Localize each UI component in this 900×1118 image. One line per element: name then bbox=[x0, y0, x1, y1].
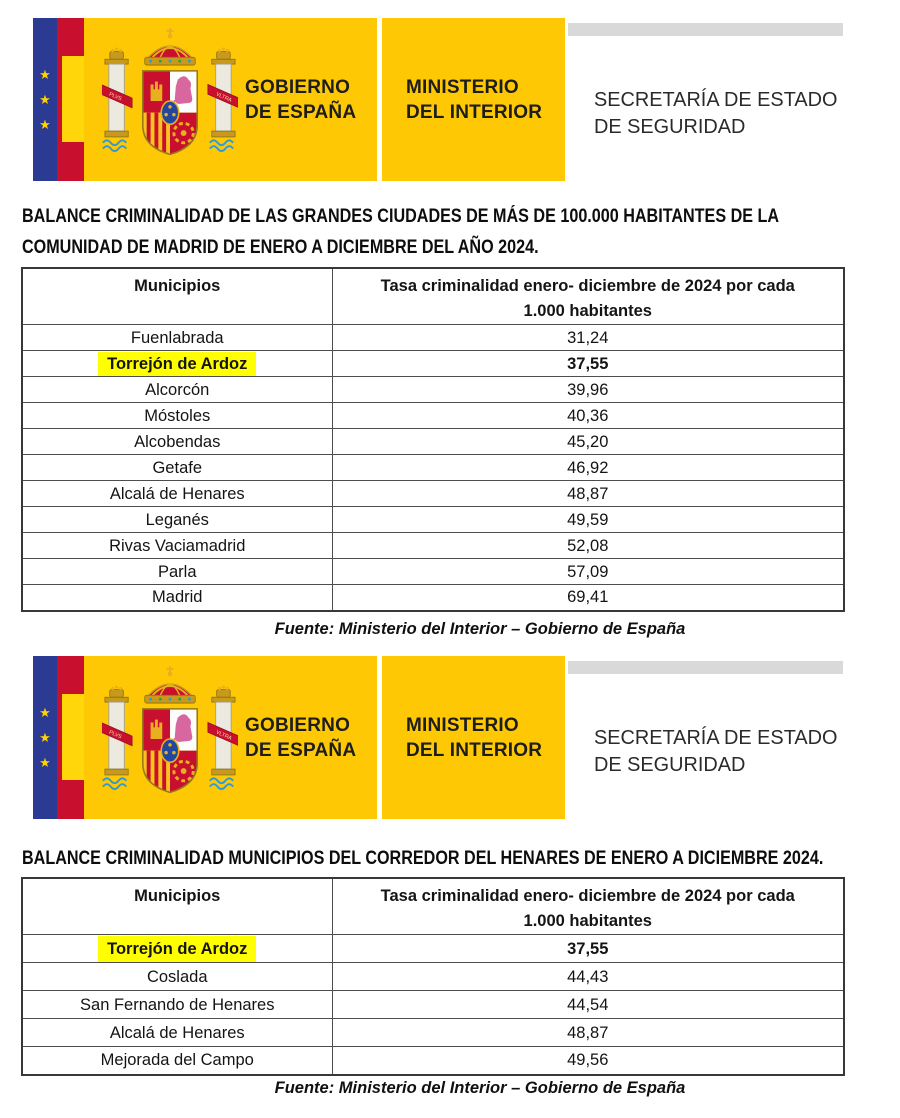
table-row bbox=[22, 559, 844, 585]
ministry-label bbox=[406, 75, 542, 125]
municipio-cell: Mejorada del Campo bbox=[22, 1047, 332, 1075]
table-header-tasa-line1: Tasa criminalidad enero- diciembre de 2024 por cada bbox=[380, 887, 795, 905]
municipio-cell: Coslada bbox=[22, 963, 332, 991]
tasa-cell: 31,24 bbox=[332, 325, 844, 351]
source-line: Fuente: Ministerio del Interior – Gobierno de España bbox=[274, 1079, 686, 1097]
table-row bbox=[22, 377, 844, 403]
tasa-cell: 37,55 bbox=[332, 351, 844, 377]
municipio-cell: Parla bbox=[22, 559, 332, 585]
table-header-tasa-line2: 1.000 habitantes bbox=[523, 302, 652, 320]
crime-table-henares bbox=[21, 877, 845, 1076]
tasa-cell: 37,55 bbox=[332, 935, 844, 963]
tasa-cell: 57,09 bbox=[332, 559, 844, 585]
municipio-cell: Rivas Vaciamadrid bbox=[22, 533, 332, 559]
government-label-line1: GOBIERNO bbox=[245, 715, 351, 736]
secretariat-label-line2: DE SEGURIDAD bbox=[594, 115, 746, 138]
ministry-label-line2: DEL INTERIOR bbox=[406, 740, 543, 761]
secretariat-label bbox=[594, 724, 837, 778]
gray-bar bbox=[568, 23, 843, 36]
government-label bbox=[245, 713, 356, 763]
municipio-cell: Móstoles bbox=[22, 403, 332, 429]
tasa-cell: 39,96 bbox=[332, 377, 844, 403]
highlighted-municipio: Torrejón de Ardoz bbox=[98, 936, 256, 962]
secretariat-label-line1: SECRETARÍA DE ESTADO bbox=[594, 88, 838, 111]
municipio-cell: Leganés bbox=[22, 507, 332, 533]
table-row bbox=[22, 1047, 844, 1075]
tasa-cell: 48,87 bbox=[332, 1019, 844, 1047]
municipio-cell: San Fernando de Henares bbox=[22, 991, 332, 1019]
municipio-cell: Alcorcón bbox=[22, 377, 332, 403]
municipio-cell: Fuenlabrada bbox=[22, 325, 332, 351]
gov-header bbox=[33, 18, 843, 181]
svg-text:VLTRA: VLTRA bbox=[214, 729, 233, 742]
table-header-tasa-line2: 1.000 habitantes bbox=[523, 912, 652, 930]
tasa-cell: 52,08 bbox=[332, 533, 844, 559]
table-header-municipios: Municipios bbox=[22, 268, 332, 325]
tasa-cell: 69,41 bbox=[332, 585, 844, 611]
government-block bbox=[84, 18, 377, 181]
ministry-block bbox=[382, 18, 565, 181]
tasa-cell: 49,59 bbox=[332, 507, 844, 533]
ministry-label-line2: DEL INTERIOR bbox=[406, 102, 543, 123]
table-row bbox=[22, 935, 844, 963]
doc-title-section1 bbox=[22, 201, 779, 263]
spain-flag-strip bbox=[57, 656, 84, 819]
municipio-cell: Getafe bbox=[22, 455, 332, 481]
eu-star-icon: ★ bbox=[39, 705, 51, 720]
spain-flag-yellow-band bbox=[62, 56, 84, 142]
eu-flag-strip bbox=[33, 656, 57, 819]
table-row bbox=[22, 1019, 844, 1047]
government-label-line2: DE ESPAÑA bbox=[245, 740, 357, 761]
eu-star-icon: ★ bbox=[39, 67, 51, 82]
spain-flag-yellow-band bbox=[62, 694, 84, 780]
doc-title-line1: BALANCE CRIMINALIDAD MUNICIPIOS DEL CORREDOR DEL HENARES DE ENERO A DICIEMBRE 2024. bbox=[22, 848, 824, 869]
table-row bbox=[22, 585, 844, 611]
municipio-cell bbox=[22, 351, 332, 377]
table-row bbox=[22, 507, 844, 533]
government-block bbox=[84, 656, 377, 819]
table-header-municipios: Municipios bbox=[22, 878, 332, 935]
crime-table-madrid bbox=[21, 267, 845, 612]
doc-title-section2 bbox=[22, 843, 823, 874]
gray-bar bbox=[568, 661, 843, 674]
tasa-cell: 44,54 bbox=[332, 991, 844, 1019]
eu-star-icon: ★ bbox=[39, 755, 51, 770]
table-row bbox=[22, 455, 844, 481]
municipio-cell: Alcobendas bbox=[22, 429, 332, 455]
table-header-row bbox=[22, 878, 844, 935]
secretariat-label bbox=[594, 86, 837, 140]
municipio-cell: Alcalá de Henares bbox=[22, 481, 332, 507]
source-line: Fuente: Ministerio del Interior – Gobierno de España bbox=[274, 620, 686, 638]
highlighted-municipio: Torrejón de Ardoz bbox=[98, 352, 256, 376]
secretariat-label-line1: SECRETARÍA DE ESTADO bbox=[594, 726, 838, 749]
ministry-block bbox=[382, 656, 565, 819]
table-header-tasa bbox=[332, 268, 844, 325]
tasa-cell: 46,92 bbox=[332, 455, 844, 481]
spain-flag-strip bbox=[57, 18, 84, 181]
table-row bbox=[22, 429, 844, 455]
gov-header bbox=[33, 656, 843, 819]
svg-text:PLVS: PLVS bbox=[107, 729, 123, 741]
table-row bbox=[22, 325, 844, 351]
ministry-label-line1: MINISTERIO bbox=[406, 77, 519, 98]
doc-title-line1: BALANCE CRIMINALIDAD DE LAS GRANDES CIUDADES DE MÁS DE 100.000 HABITANTES DE LA bbox=[22, 206, 780, 227]
ministry-label-line1: MINISTERIO bbox=[406, 715, 519, 736]
municipio-cell: Madrid bbox=[22, 585, 332, 611]
coat-of-arms-icon bbox=[102, 28, 238, 174]
government-label-line2: DE ESPAÑA bbox=[245, 102, 357, 123]
eu-star-icon: ★ bbox=[39, 117, 51, 132]
eu-star-icon: ★ bbox=[39, 730, 51, 745]
secretariat-block bbox=[565, 18, 843, 181]
tasa-cell: 44,43 bbox=[332, 963, 844, 991]
table-header-tasa bbox=[332, 878, 844, 935]
secretariat-label-line2: DE SEGURIDAD bbox=[594, 753, 746, 776]
table-row bbox=[22, 481, 844, 507]
table-row bbox=[22, 351, 844, 377]
svg-text:VLTRA: VLTRA bbox=[214, 91, 233, 104]
tasa-cell: 40,36 bbox=[332, 403, 844, 429]
secretariat-block bbox=[565, 656, 843, 819]
table-row bbox=[22, 403, 844, 429]
municipio-cell: Alcalá de Henares bbox=[22, 1019, 332, 1047]
tasa-cell: 48,87 bbox=[332, 481, 844, 507]
municipio-cell bbox=[22, 935, 332, 963]
table-row bbox=[22, 991, 844, 1019]
doc-title-line2: COMUNIDAD DE MADRID DE ENERO A DICIEMBRE DEL AÑO 2024. bbox=[22, 237, 539, 258]
svg-text:PLVS: PLVS bbox=[107, 91, 123, 103]
government-label bbox=[245, 75, 356, 125]
table-header-tasa-line1: Tasa criminalidad enero- diciembre de 2024 por cada bbox=[380, 277, 795, 295]
coat-of-arms-icon bbox=[102, 666, 238, 812]
ministry-label bbox=[406, 713, 542, 763]
eu-flag-strip bbox=[33, 18, 57, 181]
table-header-row bbox=[22, 268, 844, 325]
tasa-cell: 49,56 bbox=[332, 1047, 844, 1075]
table-row bbox=[22, 963, 844, 991]
table-row bbox=[22, 533, 844, 559]
eu-star-icon: ★ bbox=[39, 92, 51, 107]
tasa-cell: 45,20 bbox=[332, 429, 844, 455]
government-label-line1: GOBIERNO bbox=[245, 77, 351, 98]
